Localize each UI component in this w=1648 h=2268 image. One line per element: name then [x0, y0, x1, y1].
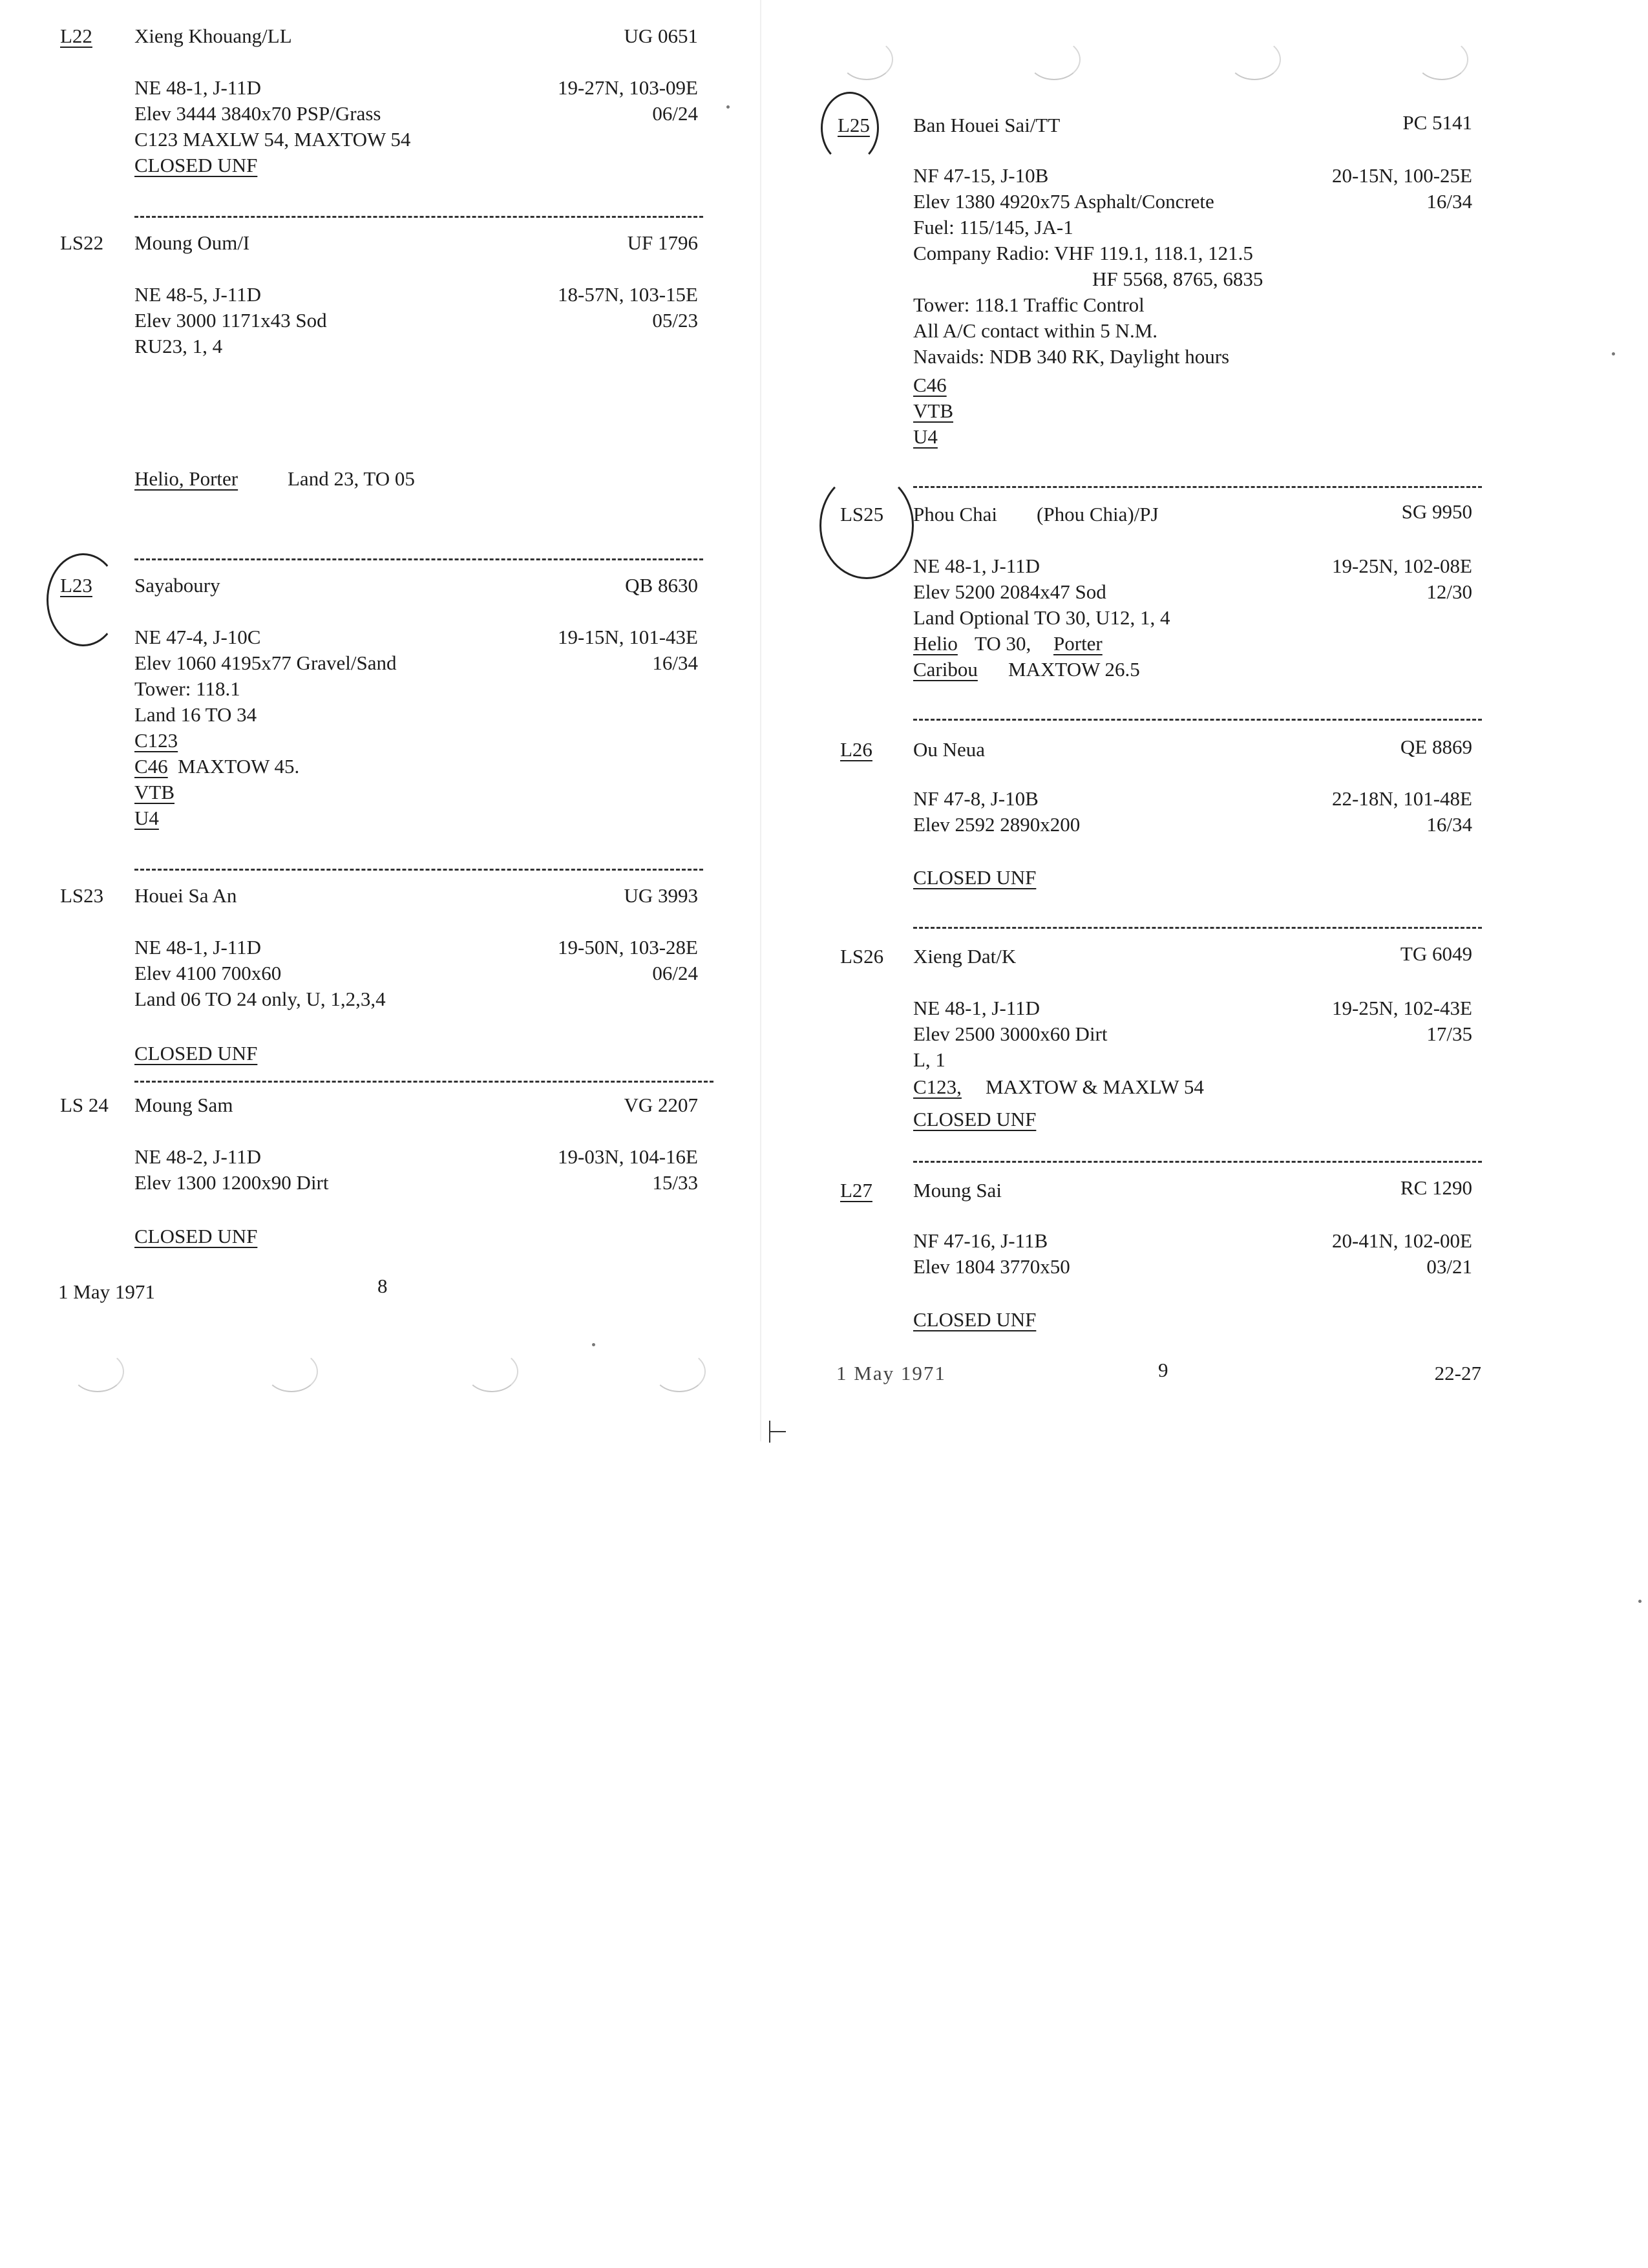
tower-frequency: Tower: 118.1: [134, 677, 240, 700]
map-sheet: NF 47-8, J-10B: [913, 787, 1039, 810]
elevation-runway: Elev 2500 3000x60 Dirt: [913, 1023, 1108, 1045]
map-sheet: NF 47-15, J-10B: [913, 164, 1049, 187]
approach-note: L, 1: [913, 1048, 945, 1071]
speck: [1638, 1600, 1642, 1603]
footer-date: 1 May 1971: [836, 1362, 946, 1384]
punch-hole: [265, 1351, 318, 1392]
elevation-runway: Elev 1380 4920x75 Asphalt/Concrete: [913, 190, 1214, 213]
hand-drawn-circle: [47, 553, 120, 646]
page-number: 8: [377, 1275, 388, 1297]
fuel-info: Fuel: 115/145, JA-1: [913, 216, 1073, 238]
coordinates: 19-15N, 101-43E: [558, 626, 698, 648]
aircraft-type: Helio: [913, 632, 958, 655]
status-note: CLOSED UNF: [913, 1308, 1037, 1331]
grid-reference: UF 1796: [627, 231, 698, 254]
station-name: Ou Neua: [913, 738, 986, 761]
runway-heading: 06/24: [652, 102, 698, 125]
runway-heading: 03/21: [1426, 1255, 1472, 1278]
runway-heading: 16/34: [1426, 190, 1472, 213]
separator: [134, 869, 703, 871]
coordinates: 19-25N, 102-08E: [1332, 555, 1472, 577]
grid-reference: QE 8869: [1400, 736, 1472, 758]
elevation-runway: Elev 4100 700x60: [134, 962, 282, 984]
aircraft-limits: C123 MAXLW 54, MAXTOW 54: [134, 128, 411, 151]
station-name: Ban Houei Sai/TT: [913, 114, 1061, 136]
punch-hole: [840, 39, 893, 80]
station-id: L26: [840, 738, 872, 761]
elevation-runway: Elev 3444 3840x70 PSP/Grass: [134, 102, 381, 125]
grid-reference: UG 0651: [624, 25, 698, 47]
map-sheet: NE 48-1, J-11D: [134, 936, 262, 959]
station-name: Sayaboury: [134, 574, 220, 597]
station-name: Moung Oum/I: [134, 231, 250, 254]
aircraft-type: VTB: [913, 399, 953, 422]
aircraft-types: Helio, Porter: [134, 467, 238, 490]
station-id: LS22: [60, 231, 104, 254]
crop-mark: [769, 1431, 786, 1432]
map-sheet: NE 48-1, J-11D: [913, 997, 1041, 1019]
runway-heading: 16/34: [1426, 813, 1472, 836]
aircraft-type: U4: [134, 807, 159, 829]
aircraft-limits: MAXTOW 45.: [178, 755, 300, 778]
station-id: L23: [60, 574, 92, 597]
grid-reference: SG 9950: [1401, 500, 1472, 523]
station-name: Phou Chai: [913, 503, 998, 525]
status-note: CLOSED UNF: [134, 1042, 258, 1065]
runway-heading: 05/23: [652, 309, 698, 332]
coordinates: 20-15N, 100-25E: [1332, 164, 1472, 187]
footer-date: 1 May 1971: [58, 1280, 155, 1303]
landing-note: Land 23, TO 05: [288, 467, 415, 490]
radio-vhf: Company Radio: VHF 119.1, 118.1, 121.5: [913, 242, 1253, 264]
punch-hole: [1028, 39, 1081, 80]
station-name: Xieng Khouang/LL: [134, 25, 292, 47]
station-id: LS25: [840, 503, 884, 525]
aircraft-type: C123,: [913, 1076, 962, 1098]
punch-hole: [1228, 39, 1281, 80]
elevation-runway: Elev 1300 1200x90 Dirt: [134, 1171, 329, 1194]
aircraft-type: Caribou: [913, 658, 978, 681]
speck: [1612, 352, 1615, 355]
radio-hf: HF 5568, 8765, 6835: [1092, 268, 1263, 290]
map-sheet: NF 47-16, J-11B: [913, 1229, 1048, 1252]
grid-reference: QB 8630: [625, 574, 698, 597]
station-id: L25: [838, 114, 870, 136]
grid-reference: PC 5141: [1402, 111, 1472, 134]
station-alt-name: (Phou Chia)/PJ: [1037, 503, 1159, 525]
page-range: 22-27: [1434, 1362, 1481, 1384]
separator: [134, 1081, 713, 1083]
status-note: CLOSED UNF: [134, 154, 258, 176]
status-note: CLOSED UNF: [134, 1225, 258, 1247]
station-name: Moung Sam: [134, 1094, 233, 1116]
runway-heading: 06/24: [652, 962, 698, 984]
coordinates: 19-25N, 102-43E: [1332, 997, 1472, 1019]
grid-reference: VG 2207: [624, 1094, 698, 1116]
map-sheet: NE 48-1, J-11D: [913, 555, 1041, 577]
separator: [913, 927, 1482, 929]
punch-hole: [653, 1351, 706, 1392]
coordinates: 20-41N, 102-00E: [1332, 1229, 1472, 1252]
separator: [913, 486, 1482, 488]
status-note: CLOSED UNF: [913, 866, 1037, 889]
runway-heading: 17/35: [1426, 1023, 1472, 1045]
landing-note: Land 16 TO 34: [134, 703, 257, 726]
station-name: Houei Sa An: [134, 884, 237, 907]
separator: [134, 558, 703, 560]
separator: [134, 216, 703, 218]
station-id: LS26: [840, 945, 884, 968]
aircraft-limits: MAXTOW 26.5: [1008, 658, 1140, 681]
station-id: L22: [60, 25, 92, 47]
tower-frequency: Tower: 118.1 Traffic Control: [913, 293, 1145, 316]
runway-heading: 16/34: [652, 652, 698, 674]
punch-hole: [465, 1351, 518, 1392]
station-id: LS 24: [60, 1094, 109, 1116]
aircraft-limits: MAXTOW & MAXLW 54: [986, 1076, 1204, 1098]
landing-note: Land Optional TO 30, U12, 1, 4: [913, 606, 1170, 629]
elevation-runway: Elev 1804 3770x50: [913, 1255, 1070, 1278]
approach-note: RU23, 1, 4: [134, 335, 223, 357]
elevation-runway: Elev 1060 4195x77 Gravel/Sand: [134, 652, 397, 674]
aircraft-type: VTB: [134, 781, 174, 803]
map-sheet: NE 48-2, J-11D: [134, 1145, 262, 1168]
coordinates: 18-57N, 103-15E: [558, 283, 698, 306]
page-fold: [760, 0, 761, 1441]
punch-hole: [1415, 39, 1468, 80]
station-id: L27: [840, 1179, 872, 1202]
punch-hole: [71, 1351, 124, 1392]
map-sheet: NE 48-5, J-11D: [134, 283, 262, 306]
station-id: LS23: [60, 884, 104, 907]
aircraft-type: C46: [134, 755, 168, 778]
aircraft-type: C46: [913, 374, 947, 396]
aircraft-type: C123: [134, 729, 178, 752]
map-sheet: NE 48-1, J-11D: [134, 76, 262, 99]
aircraft-type: Porter: [1053, 632, 1103, 655]
grid-reference: UG 3993: [624, 884, 698, 907]
elevation-runway: Elev 2592 2890x200: [913, 813, 1081, 836]
page-number: 9: [1158, 1359, 1168, 1381]
contact-note: All A/C contact within 5 N.M.: [913, 319, 1158, 342]
grid-reference: RC 1290: [1400, 1176, 1472, 1199]
landing-note: Land 06 TO 24 only, U, 1,2,3,4: [134, 988, 386, 1010]
speck: [726, 105, 730, 109]
speck: [592, 1343, 595, 1346]
coordinates: 19-50N, 103-28E: [558, 936, 698, 959]
aircraft-type: U4: [913, 425, 938, 448]
coordinates: 19-03N, 104-16E: [558, 1145, 698, 1168]
station-name: Moung Sai: [913, 1179, 1002, 1202]
navaids: Navaids: NDB 340 RK, Daylight hours: [913, 345, 1230, 368]
runway-heading: 15/33: [652, 1171, 698, 1194]
coordinates: 22-18N, 101-48E: [1332, 787, 1472, 810]
station-name: Xieng Dat/K: [913, 945, 1017, 968]
grid-reference: TG 6049: [1400, 942, 1472, 965]
takeoff-note: TO 30,: [975, 632, 1031, 655]
status-note: CLOSED UNF: [913, 1108, 1037, 1130]
map-sheet: NE 47-4, J-10C: [134, 626, 261, 648]
runway-heading: 12/30: [1426, 580, 1472, 603]
elevation-runway: Elev 5200 2084x47 Sod: [913, 580, 1106, 603]
separator: [913, 1161, 1482, 1163]
separator: [913, 719, 1482, 721]
elevation-runway: Elev 3000 1171x43 Sod: [134, 309, 327, 332]
coordinates: 19-27N, 103-09E: [558, 76, 698, 99]
